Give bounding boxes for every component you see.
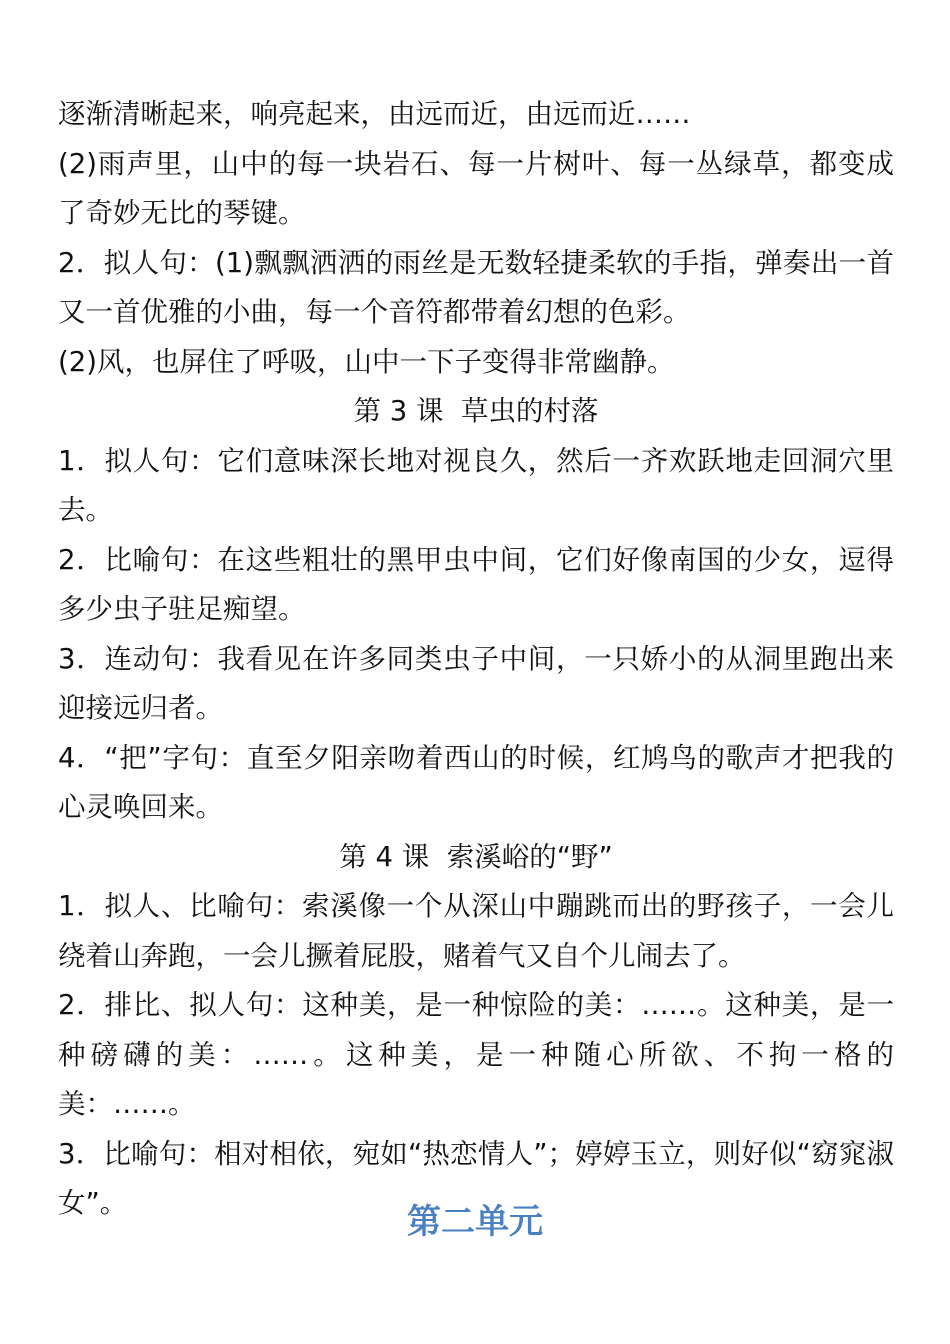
lesson-3-item: 3．连动句：我看见在许多同类虫子中间，一只娇小的从洞里跑出来迎接远归者。 [58, 642, 894, 724]
lesson-4-item: 1．拟人、比喻句：索溪像一个从深山中蹦跳而出的野孩子，一会儿绕着山奔跑，一会儿撅着屁股，赌着气又自个儿闹去了。 [58, 890, 894, 972]
lesson-3-item: 4．“把”字句：直至夕阳亲吻着西山的时候，红鸠鸟的歌声才把我的心灵唤回来。 [58, 741, 894, 823]
paragraph: 2．拟人句：(1)飘飘洒洒的雨丝是无数轻捷柔软的手指，弹奏出一首又一首优雅的小曲，每一个音符都带着幻想的色彩。 [58, 246, 894, 328]
unit-title: 第二单元 [407, 1202, 543, 1242]
lesson-4-item: 3．比喻句：相对相依，宛如“热恋情人”；婷婷玉立，则好似“窈窕淑女”。 [58, 1137, 894, 1219]
lesson-4-item: 2．排比、拟人句：这种美，是一种惊险的美：……。这种美，是一种磅礴的美：……。这种美，是一种随心所欲、不拘一格的美：……。 [58, 989, 894, 1120]
lesson-4-title: 第 4 课 索溪峪的“野” [339, 840, 613, 873]
lesson-3-item: 2．比喻句：在这些粗壮的黑甲虫中间，它们好像南国的少女，逗得多少虫子驻足痴望。 [58, 543, 894, 625]
document-body [58, 90, 894, 1229]
paragraph: 逐渐清晰起来，响亮起来，由远而近，由远而近…… [58, 98, 691, 130]
paragraph: (2)风，也屏住了呼吸，山中一下子变得非常幽静。 [58, 345, 675, 378]
lesson-3-title: 第 3 课 草虫的村落 [353, 395, 599, 427]
lesson-3-item: 1．拟人句：它们意味深长地对视良久，然后一齐欢跃地走回洞穴里去。 [58, 444, 894, 526]
paragraph: (2)雨声里，山中的每一块岩石、每一片树叶、每一丛绿草，都变成了奇妙无比的琴键。 [58, 147, 894, 229]
